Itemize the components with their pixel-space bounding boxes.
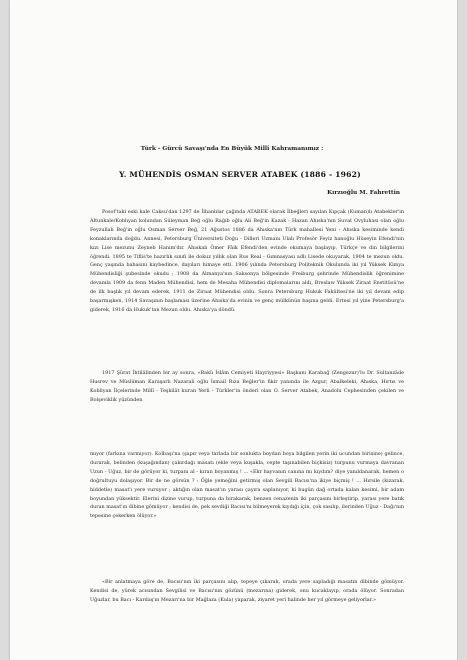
body-paragraph-3: mıyor (farkına varmıyor). Kolbaşı'na (şapır veya tarlada bir sonlukta boydan boya bilgilen yerin iki ucundan birisine) gelince, durarak, belinden (kuşağından) çakırdağı masatı (ekle veya kuşakla, cepte taşınabilen biçkisiz) turpunu vurmaya davranan Uzun - Uğuz, bir de görüyor ki, turpanı al - kıran boyanmış ! ... «Ekr hayvanın canına mı kıydım? diye yanıldanarak, hemen o doğrultuyu dolaşıyor. Bir de ne görsün ? : Öğle yemeğini getirmiş olan Sevgili Bacısı'na ikiye biçmiş ! ... Hırsile (kızarak, hiddetle) masat'ı yere vuruyor ; aktığın olan masat'ın yarası çayıra saplanıyor, ki bugün dağ ortada kalan kesimi, bir adam boyundan yüksektir. Elerini dizine vurup, turpuna da bırakarak, benzen cenazenin iki parçasını birleştirip, yarası yere batık duran masat'ın dibine gömüyor ; kendisi de, pek sevdiği Bacısı'nı bilmeyerek kıydığı için, çok sasılıp, ilerinden Uğuz - Dağı'nın tepesine çekerken ölüyor.» xyxy=(90,451,404,520)
body-paragraph-4: «Bir anlatmaya göre de, Bacısı'nın iki parçasını alıp, tepeye çıkarak, orada yere sapladığı masatın dibinde gömüyor. Kendisi de, yürek acısından Sevgilisi ve Bacısı'nın gözünü (mezarına) giderek, onu kucaklayıp, orada ölüyor. Sonradan Uğuzlar, bu Bacı - Kardaş'ın Mezarı'na bir Mağlaza (Kula) yaparak, ziyaret yeri halinde her yıl görmeye geliyorlar.» xyxy=(90,579,404,603)
body-paragraph-2: 1917 Şûrat İhtilâlinden bir ay sonra, «Bakü İslâm Cemiyeti Hayriyyesi» Başkanı Karabağ (Zengezur)'lu Dr. Sultanzâde Husrev ve Müslüman Karaşarlı Nazarali oğlu İsmail Rıza Beğler'in fikir yanında ile Azgur, Abalkeleki, Ahıska, Hırtıs ve Kobliyan İlçelerinde Millî - Teşkilât kuran Yerli - Türkler'in önderi olan O. Server Atabek, Anadolu Cephesinden çekilen ve Bolşeviklik yüzünden xyxy=(90,370,404,403)
supratitle: Türk - Gürcü Savaşı'nda En Büyük Millî Kahramanımız : xyxy=(140,146,324,152)
document-page xyxy=(10,0,457,660)
author-name: Kırzıoğlu M. Fahrettin xyxy=(327,190,400,196)
article-title: Y. MÜHENDİS OSMAN SERVER ATABEK (1886 - 1962) xyxy=(119,170,361,179)
body-paragraph-1: Posof'taki eski kale Caksu'dan 1297 de İlhanlılar çağında ATABEK olarak İlbeğleri sayılan Kıpçak (Kuman)lı Atabekler'in Altunkale/Koblıyan kolundan Süleyman Beğ oğlu Rağıb oğlu Ali Beğ'in Kazak - Hazan Ahıska'nın Suvat Ovyluhası olan oğlu Feyzullah Beğ'in oğlu Osman Server Beğ, 21 Ağustos 1886 da Ahıska'nın Türk mahallesi Yeni - Ahıska kesiminde kendi konaklarında doğdu. Annesi, Petersburg Üniversiteti Doğu - Dilleri Uzmanı Ulalı Profesör Feyiz hanoğlu Hüseyin Efendi'nin kızı Lise mezunu Zeyneb Hanım'dır. Ahıskalı Ömer Fâik Efendi'den evinde okumaya başlayıp, Türkçe ve din bilgilerini öğrendi. 1895 te Tiflis'te hazırlık sınıfı ile dokuz yıllık olan Rus Real - Gımnasyası adlı Lisede okuyarak, 1904 te mezun oldu. Genç yaşında babasını kaybedince, dayıları himaye etti. 1906 yılında Petersburg Politeknik Okulunda iki yıl Yüksek Kimya Mühendisliği şubesinde okudu ; 1908 da Almanya'nın Saksonya bölgesinde Freiburg şehrinde Mühendislik öğrenimine devamla 1909 da fenn Maden Mühendisi, hem de Mesaha Mühendisi diplomalarını aldı, Breslaw Yüksek Ziraat Enstitüsü'ne de ilk başlık yıl devam ederek, 1911 de Ziraat Mühendisi oldu. Sonra Petersburg Hukuk Fakültesi'ne iki yıl devam edip başarmışken, 1914 Savaşının başlaması üzerine Ahıska'da evinin ve genç mülkünün başına geldi. Ertesi yıl yine Petersburg'a giderek, 1916 da Hukuk'tan Mezun oldu. Ahıska'ya döndü. xyxy=(90,209,404,313)
